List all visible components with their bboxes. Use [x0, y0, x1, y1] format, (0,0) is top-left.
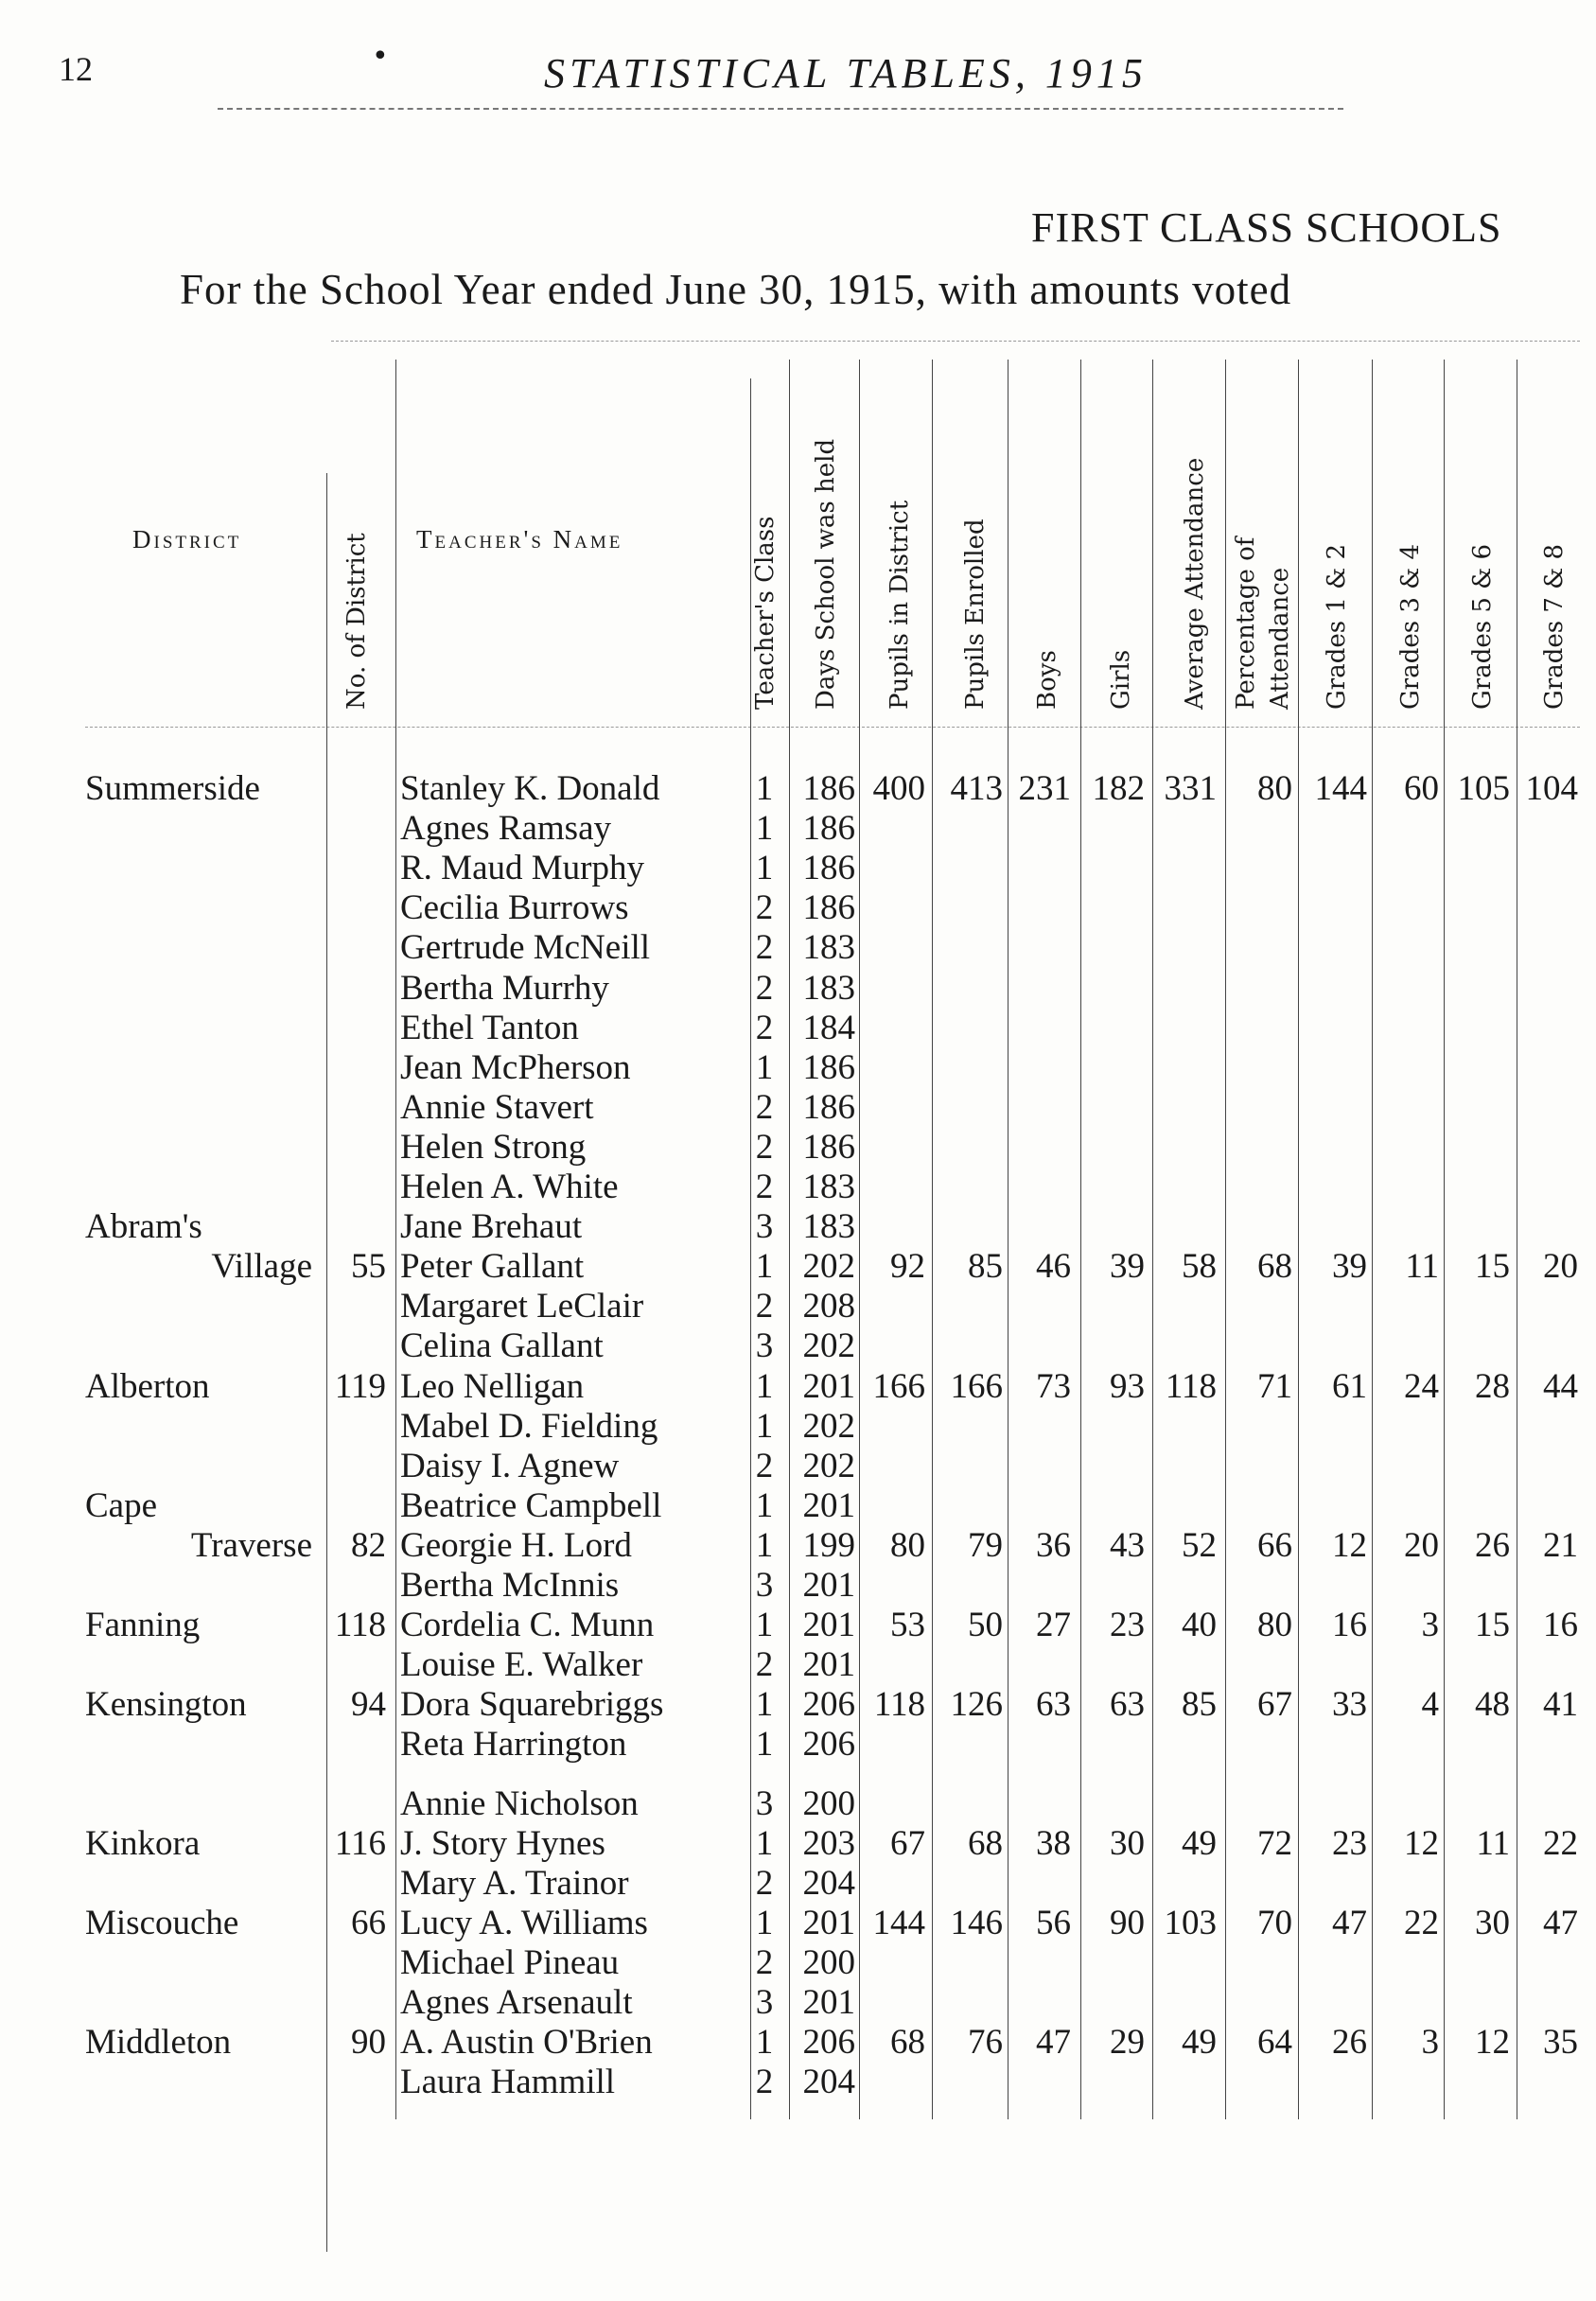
teacher-name-cell: Daisy I. Agnew — [400, 1446, 620, 1485]
district-name-cell: Summerside — [85, 769, 260, 808]
header-bottom-rule — [85, 727, 1580, 728]
district-number-cell: 119 — [334, 1366, 386, 1406]
col-header-grades-1-2: Grades 1 & 2 — [1323, 543, 1351, 710]
district-name-cell: Fanning — [85, 1606, 201, 1645]
grades-5-6-cell: 48 — [1475, 1685, 1510, 1725]
days-held-cell: 186 — [802, 849, 855, 888]
pupils-in-district-cell: 400 — [872, 769, 925, 808]
girls-cell: 39 — [1110, 1247, 1145, 1287]
teacher-name-cell: Lucy A. Williams — [400, 1903, 648, 1942]
pupils-in-district-cell: 144 — [872, 1903, 925, 1942]
table-row — [0, 1326, 1596, 1365]
days-held-cell: 202 — [802, 1406, 855, 1446]
teacher-name-cell: Laura Hammill — [400, 2063, 616, 2102]
teacher-class-cell: 1 — [755, 1606, 774, 1645]
grades-3-4-cell: 24 — [1404, 1366, 1439, 1406]
days-held-cell: 186 — [802, 888, 855, 928]
teacher-class-cell: 3 — [755, 1983, 774, 2022]
days-held-cell: 206 — [802, 1725, 855, 1765]
teacher-name-cell: Louise E. Walker — [400, 1645, 643, 1685]
grades-3-4-cell: 4 — [1421, 1685, 1439, 1725]
teacher-class-cell: 3 — [755, 1326, 774, 1366]
teacher-class-cell: 2 — [755, 1087, 774, 1127]
grades-5-6-cell: 105 — [1457, 769, 1510, 808]
grades-1-2-cell: 61 — [1332, 1366, 1367, 1406]
girls-cell: 30 — [1110, 1823, 1145, 1863]
days-held-cell: 201 — [802, 1366, 855, 1406]
grades-1-2-cell: 16 — [1332, 1606, 1367, 1645]
teacher-class-cell: 2 — [755, 1863, 774, 1903]
teacher-class-cell: 1 — [755, 769, 774, 808]
days-held-cell: 202 — [802, 1446, 855, 1485]
teacher-name-cell: Dora Squarebriggs — [400, 1685, 664, 1725]
teacher-name-cell: J. Story Hynes — [400, 1823, 605, 1863]
grades-3-4-cell: 60 — [1404, 769, 1439, 808]
teacher-class-cell: 1 — [755, 1406, 774, 1446]
teacher-class-cell: 1 — [755, 1247, 774, 1287]
teacher-name-cell: Gertrude McNeill — [400, 928, 651, 968]
pupils-in-district-cell: 53 — [890, 1606, 925, 1645]
average-attendance-cell: 118 — [1165, 1366, 1217, 1406]
grades-3-4-cell: 12 — [1404, 1823, 1439, 1863]
teacher-name-cell: Agnes Ramsay — [400, 809, 611, 849]
boys-cell: 36 — [1036, 1525, 1071, 1565]
district-name-cell: Kinkora — [85, 1823, 201, 1863]
table-row — [0, 848, 1596, 887]
average-attendance-cell: 58 — [1182, 1247, 1217, 1287]
district-name-cell: Cape — [85, 1485, 158, 1525]
girls-cell: 23 — [1110, 1606, 1145, 1645]
col-header-teacher-class: Teacher's Class — [751, 516, 780, 710]
girls-cell: 90 — [1110, 1903, 1145, 1942]
teacher-name-cell: Annie Stavert — [400, 1087, 594, 1127]
table-row — [0, 1863, 1596, 1903]
grades-1-2-cell: 26 — [1332, 2023, 1367, 2063]
days-held-cell: 208 — [802, 1287, 855, 1326]
table-row — [0, 1286, 1596, 1326]
average-attendance-cell: 103 — [1164, 1903, 1217, 1942]
teacher-class-cell: 2 — [755, 1008, 774, 1047]
grades-1-2-cell: 23 — [1332, 1823, 1367, 1863]
col-header-pupils-district: Pupils in District — [886, 500, 914, 710]
col-header-grades-7-8: Grades 7 & 8 — [1540, 543, 1569, 710]
teacher-name-cell: Helen Strong — [400, 1127, 587, 1167]
teacher-class-cell: 2 — [755, 1287, 774, 1326]
table-row — [0, 1565, 1596, 1605]
pupils-enrolled-cell: 413 — [950, 769, 1003, 808]
district-number-cell: 55 — [351, 1247, 386, 1287]
grades-5-6-cell: 12 — [1475, 2023, 1510, 2063]
average-attendance-cell: 40 — [1182, 1606, 1217, 1645]
header-top-rule — [331, 341, 1580, 342]
col-header-pct-attendance: Percentage of — [1232, 536, 1260, 710]
boys-cell: 27 — [1036, 1606, 1071, 1645]
days-held-cell: 201 — [802, 1903, 855, 1942]
district-number-cell: 90 — [351, 2023, 386, 2063]
days-held-cell: 186 — [802, 1047, 855, 1087]
teacher-class-cell: 2 — [755, 1168, 774, 1206]
table-row — [0, 887, 1596, 927]
days-held-cell: 184 — [802, 1008, 855, 1047]
teacher-class-cell: 1 — [755, 1823, 774, 1863]
days-held-cell: 183 — [802, 968, 855, 1008]
pupils-enrolled-cell: 50 — [968, 1606, 1003, 1645]
days-held-cell: 186 — [802, 769, 855, 808]
col-header-district: District — [132, 525, 242, 553]
girls-cell: 182 — [1092, 769, 1145, 808]
col-header-days: Days School was held — [812, 438, 840, 710]
teacher-class-cell: 1 — [755, 849, 774, 888]
table-subtitle: For the School Year ended June 30, 1915, with amounts voted — [180, 266, 1292, 313]
table-row — [0, 1942, 1596, 1982]
table-title: FIRST CLASS SCHOOLS — [1031, 204, 1502, 251]
percentage-attendance-cell: 80 — [1257, 769, 1292, 808]
days-held-cell: 204 — [802, 1863, 855, 1903]
days-held-cell: 206 — [802, 2023, 855, 2063]
grades-5-6-cell: 28 — [1475, 1366, 1510, 1406]
average-attendance-cell: 49 — [1182, 2023, 1217, 2063]
table-row — [0, 1644, 1596, 1684]
col-header-pupils-enrolled: Pupils Enrolled — [961, 518, 990, 710]
col-header-girls: Girls — [1107, 649, 1135, 710]
teacher-name-cell: Bertha McInnis — [400, 1566, 620, 1605]
district-name-cell: Alberton — [85, 1366, 210, 1406]
teacher-class-cell: 2 — [755, 2063, 774, 2102]
teacher-class-cell: 1 — [755, 2023, 774, 2063]
percentage-attendance-cell: 80 — [1257, 1606, 1292, 1645]
header-rule — [218, 108, 1343, 110]
grades-7-8-cell: 21 — [1543, 1525, 1578, 1565]
teacher-class-cell: 2 — [755, 1942, 774, 1982]
grades-7-8-cell: 35 — [1543, 2023, 1578, 2063]
teacher-name-cell: Peter Gallant — [400, 1247, 585, 1287]
average-attendance-cell: 52 — [1182, 1525, 1217, 1565]
district-name-cell: Traverse — [190, 1525, 312, 1565]
table-row — [0, 1684, 1596, 1724]
days-held-cell: 201 — [802, 1983, 855, 2022]
grades-5-6-cell: 15 — [1475, 1247, 1510, 1287]
teacher-class-cell: 2 — [755, 888, 774, 928]
col-header-avg-attendance: Average Attendance — [1181, 457, 1209, 710]
teacher-name-cell: Annie Nicholson — [400, 1783, 639, 1823]
table-row — [0, 1246, 1596, 1286]
pupils-in-district-cell: 68 — [890, 2023, 925, 2063]
grades-1-2-cell: 47 — [1332, 1903, 1367, 1942]
teacher-class-cell: 1 — [755, 1903, 774, 1942]
teacher-name-cell: Ethel Tanton — [400, 1008, 579, 1047]
percentage-attendance-cell: 67 — [1257, 1685, 1292, 1725]
table-row — [0, 1127, 1596, 1167]
days-held-cell: 186 — [802, 809, 855, 849]
table-row — [0, 1366, 1596, 1406]
days-held-cell: 204 — [802, 2063, 855, 2102]
teacher-name-cell: R. Maud Murphy — [400, 849, 644, 888]
table-row — [0, 1783, 1596, 1823]
pupils-enrolled-cell: 146 — [950, 1903, 1003, 1942]
table-row — [0, 1167, 1596, 1206]
boys-cell: 231 — [1018, 769, 1071, 808]
table-row — [0, 1982, 1596, 2022]
days-held-cell: 202 — [802, 1326, 855, 1366]
teacher-class-cell: 1 — [755, 1485, 774, 1525]
table-row — [0, 1724, 1596, 1764]
boys-cell: 47 — [1036, 2023, 1071, 2063]
grades-1-2-cell: 12 — [1332, 1525, 1367, 1565]
teacher-class-cell: 2 — [755, 928, 774, 968]
teacher-class-cell: 1 — [755, 1525, 774, 1565]
grades-1-2-cell: 33 — [1332, 1685, 1367, 1725]
district-name-cell: Abram's — [85, 1207, 202, 1247]
table-row — [0, 1525, 1596, 1565]
grades-3-4-cell: 22 — [1404, 1903, 1439, 1942]
pupils-enrolled-cell: 68 — [968, 1823, 1003, 1863]
teacher-name-cell: Cecilia Burrows — [400, 888, 629, 928]
col-header-grades-3-4: Grades 3 & 4 — [1396, 543, 1425, 710]
grades-3-4-cell: 11 — [1405, 1247, 1439, 1287]
teacher-name-cell: Beatrice Campbell — [400, 1485, 662, 1525]
percentage-attendance-cell: 72 — [1257, 1823, 1292, 1863]
running-title: STATISTICAL TABLES, 1915 — [544, 50, 1148, 97]
district-name-cell: Village — [211, 1247, 312, 1287]
table-row — [0, 1406, 1596, 1446]
grades-1-2-cell: 39 — [1332, 1247, 1367, 1287]
grades-5-6-cell: 11 — [1476, 1823, 1510, 1863]
grades-5-6-cell: 26 — [1475, 1525, 1510, 1565]
boys-cell: 38 — [1036, 1823, 1071, 1863]
table-row — [0, 968, 1596, 1008]
teacher-name-cell: A. Austin O'Brien — [400, 2023, 653, 2063]
pupils-in-district-cell: 118 — [873, 1685, 925, 1725]
days-held-cell: 186 — [802, 1087, 855, 1127]
pupils-in-district-cell: 92 — [890, 1247, 925, 1287]
district-name-cell: Middleton — [85, 2023, 232, 2063]
bullet-mark: • — [372, 40, 389, 73]
table-row — [0, 927, 1596, 967]
table-row — [0, 1446, 1596, 1485]
teacher-class-cell: 1 — [755, 1366, 774, 1406]
pupils-enrolled-cell: 85 — [968, 1247, 1003, 1287]
teacher-name-cell: Jane Brehaut — [400, 1207, 583, 1247]
district-name-cell: Miscouche — [85, 1903, 239, 1942]
pupils-in-district-cell: 67 — [890, 1823, 925, 1863]
teacher-class-cell: 3 — [755, 1783, 774, 1823]
district-number-cell: 82 — [351, 1525, 386, 1565]
grades-3-4-cell: 3 — [1421, 1606, 1439, 1645]
days-held-cell: 201 — [802, 1606, 855, 1645]
boys-cell: 63 — [1036, 1685, 1071, 1725]
grades-1-2-cell: 144 — [1314, 769, 1367, 808]
grades-7-8-cell: 47 — [1543, 1903, 1578, 1942]
grades-5-6-cell: 30 — [1475, 1903, 1510, 1942]
teacher-class-cell: 1 — [755, 1725, 774, 1765]
teacher-name-cell: Celina Gallant — [400, 1326, 604, 1366]
girls-cell: 93 — [1110, 1366, 1145, 1406]
teacher-name-cell: Bertha Murrhy — [400, 968, 609, 1008]
district-name-cell: Kensington — [85, 1685, 247, 1725]
table-row — [0, 808, 1596, 848]
teacher-name-cell: Leo Nelligan — [400, 1366, 585, 1406]
percentage-attendance-cell: 71 — [1257, 1366, 1292, 1406]
days-held-cell: 186 — [802, 1127, 855, 1167]
girls-cell: 43 — [1110, 1525, 1145, 1565]
teacher-class-cell: 2 — [755, 1645, 774, 1685]
days-held-cell: 202 — [802, 1247, 855, 1287]
girls-cell: 29 — [1110, 2023, 1145, 2063]
district-number-cell: 116 — [334, 1823, 386, 1863]
table-row — [0, 1047, 1596, 1087]
table-row — [0, 1206, 1596, 1246]
page-number: 12 — [59, 50, 93, 88]
pupils-enrolled-cell: 166 — [950, 1366, 1003, 1406]
days-held-cell: 200 — [802, 1942, 855, 1982]
days-held-cell: 183 — [802, 1168, 855, 1206]
percentage-attendance-cell: 68 — [1257, 1247, 1292, 1287]
grades-7-8-cell: 20 — [1543, 1247, 1578, 1287]
table-row — [0, 768, 1596, 808]
table-row — [0, 1605, 1596, 1644]
average-attendance-cell: 49 — [1182, 1823, 1217, 1863]
girls-cell: 63 — [1110, 1685, 1145, 1725]
table-row — [0, 1008, 1596, 1047]
teacher-name-cell: Mabel D. Fielding — [400, 1406, 658, 1446]
grades-3-4-cell: 3 — [1421, 2023, 1439, 2063]
boys-cell: 56 — [1036, 1903, 1071, 1942]
grades-7-8-cell: 22 — [1543, 1823, 1578, 1863]
days-held-cell: 201 — [802, 1485, 855, 1525]
teacher-name-cell: Agnes Arsenault — [400, 1983, 633, 2022]
boys-cell: 46 — [1036, 1247, 1071, 1287]
teacher-class-cell: 2 — [755, 968, 774, 1008]
days-held-cell: 206 — [802, 1685, 855, 1725]
teacher-name-cell: Georgie H. Lord — [400, 1525, 632, 1565]
grades-3-4-cell: 20 — [1404, 1525, 1439, 1565]
teacher-name-cell: Cordelia C. Munn — [400, 1606, 655, 1645]
grades-7-8-cell: 104 — [1525, 769, 1578, 808]
pupils-enrolled-cell: 76 — [968, 2023, 1003, 2063]
teacher-name-cell: Margaret LeClair — [400, 1287, 644, 1326]
pupils-enrolled-cell: 79 — [968, 1525, 1003, 1565]
table-row — [0, 2022, 1596, 2062]
teacher-name-cell: Jean McPherson — [400, 1047, 631, 1087]
grades-5-6-cell: 15 — [1475, 1606, 1510, 1645]
district-number-cell: 94 — [351, 1685, 386, 1725]
teacher-name-cell: Michael Pineau — [400, 1942, 620, 1982]
days-held-cell: 203 — [802, 1823, 855, 1863]
days-held-cell: 201 — [802, 1566, 855, 1605]
teacher-class-cell: 1 — [755, 1047, 774, 1087]
days-held-cell: 199 — [802, 1525, 855, 1565]
col-header-grades-5-6: Grades 5 & 6 — [1468, 543, 1497, 710]
col-header-pct-attendance-2: Attendance — [1266, 567, 1294, 710]
table-row — [0, 1087, 1596, 1127]
teacher-class-cell: 2 — [755, 1446, 774, 1485]
days-held-cell: 201 — [802, 1645, 855, 1685]
teacher-name-cell: Stanley K. Donald — [400, 769, 660, 808]
table-row — [0, 1823, 1596, 1863]
teacher-class-cell: 3 — [755, 1207, 774, 1247]
col-header-boys: Boys — [1033, 650, 1061, 710]
col-header-teacher: Teacher's Name — [416, 525, 623, 553]
teacher-name-cell: Helen A. White — [400, 1168, 619, 1206]
teacher-class-cell: 1 — [755, 1685, 774, 1725]
grades-7-8-cell: 41 — [1543, 1685, 1578, 1725]
teacher-name-cell: Reta Harrington — [400, 1725, 627, 1765]
table-row — [0, 2062, 1596, 2101]
grades-7-8-cell: 44 — [1543, 1366, 1578, 1406]
average-attendance-cell: 331 — [1164, 769, 1217, 808]
teacher-class-cell: 3 — [755, 1566, 774, 1605]
percentage-attendance-cell: 70 — [1257, 1903, 1292, 1942]
teacher-name-cell: Mary A. Trainor — [400, 1863, 629, 1903]
teacher-class-cell: 2 — [755, 1127, 774, 1167]
district-number-cell: 66 — [351, 1903, 386, 1942]
table-row — [0, 1903, 1596, 1942]
pupils-enrolled-cell: 126 — [950, 1685, 1003, 1725]
district-number-cell: 118 — [334, 1606, 386, 1645]
average-attendance-cell: 85 — [1182, 1685, 1217, 1725]
days-held-cell: 183 — [802, 1207, 855, 1247]
boys-cell: 73 — [1036, 1366, 1071, 1406]
percentage-attendance-cell: 66 — [1257, 1525, 1292, 1565]
pupils-in-district-cell: 80 — [890, 1525, 925, 1565]
percentage-attendance-cell: 64 — [1257, 2023, 1292, 2063]
days-held-cell: 200 — [802, 1783, 855, 1823]
col-header-no-district: No. of District — [342, 533, 371, 710]
grades-7-8-cell: 16 — [1543, 1606, 1578, 1645]
teacher-class-cell: 1 — [755, 809, 774, 849]
pupils-in-district-cell: 166 — [872, 1366, 925, 1406]
table-row — [0, 1485, 1596, 1525]
days-held-cell: 183 — [802, 928, 855, 968]
